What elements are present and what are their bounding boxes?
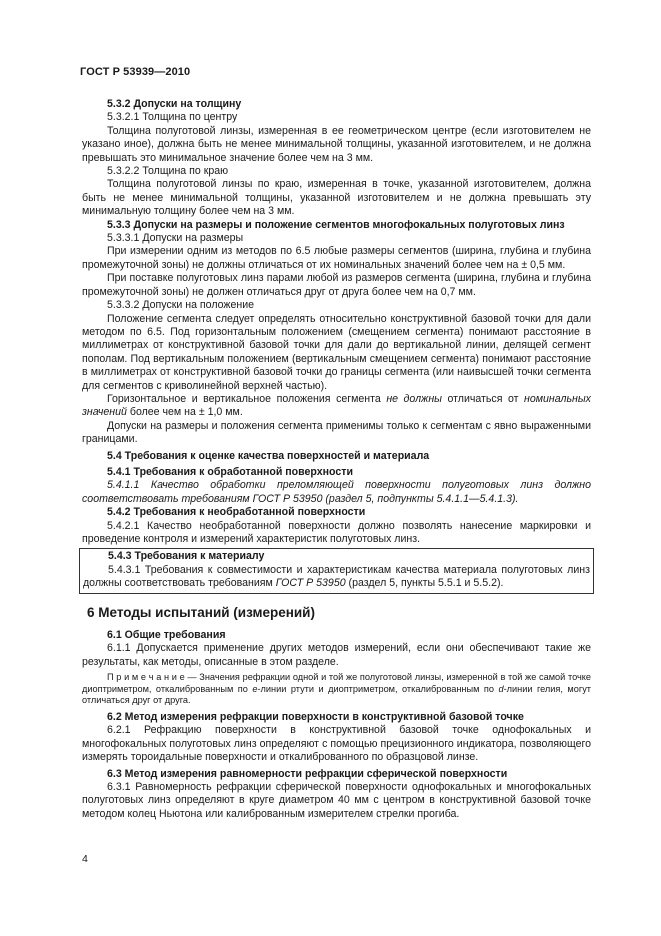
section-5-3-3-1-p2: При поставке полуготовых линз парами любой из размеров сегмента (ширина, глубина и глубина промежуточной зоны) не должен отличаться друг от друга более чем на 0,7 мм. [82, 272, 591, 298]
section-5-3-2-2-title: 5.3.2.2 Толщина по краю [107, 165, 229, 178]
section-5-3-2-1-text: Толщина полуготовой линзы, измеренная в ее геометрическом центре (если изготовителем не указано иное), должна быть не менее минимальной толщины, указанной изготовителем, и не должна превышать это минимальное значение более чем на 3 мм. [82, 124, 591, 164]
note-c: -линии ртути и диоптриметром, откалиброванным по [257, 683, 499, 694]
page-number: 4 [82, 853, 88, 865]
section-6-title: 6 Методы испытаний (измерений) [87, 604, 315, 620]
section-5-4-2-title: 5.4.2 Требования к необработанной поверхности [107, 506, 366, 519]
section-5-4-3-1-text [83, 564, 590, 591]
s543-part-c: (раздел 5, пункты 5.5.1 и 5.5.2). [345, 577, 504, 590]
section-5-3-2-1-title: 5.3.2.1 Толщина по центру [107, 111, 238, 124]
section-5-4-1-1-text: 5.4.1.1 Качество обработки преломляющей поверхности полуготовых линз должно соответствовать требованиям ГОСТ Р 53950 (раздел 5, подпункты 5.4.1.1—5.4.1.3). [82, 479, 591, 505]
note-e: -линии гелия, могут отличаться друг от друга. [82, 683, 591, 706]
section-5-3-3-2-p2 [82, 393, 591, 420]
section-6-3-1-text: 6.3.1 Равномерность рефракции сферической поверхности однофокальных и многофокальных полуготовых линз определяют в круге диаметром 40 мм с центром в конструктивной базовой точке методом колец Ньютона или калиброванным измерителем стрелки прогиба. [82, 781, 591, 820]
p2-part-e: более чем на ± 1,0 мм. [126, 406, 243, 419]
s543-part-b: ГОСТ Р 53950 [275, 577, 346, 590]
section-5-4-3-box [79, 548, 594, 593]
section-5-3-2-2-text: Толщина полуготовой линзы по краю, измеренная в точке, указанной изготовителем, должна быть не менее минимальной толщины, указанной изготовителем и не должна превышать эту минимальную толщину более чем на 3 мм. [82, 178, 591, 218]
note-a: П р и м е ч а н и е — Значения рефракции одной и той же полуготовой линзы, измеренной в той же самой точке диоптриметром, откалиброванным по [82, 672, 591, 694]
section-5-4-2-1-text: 5.4.2.1 Качество необработанной поверхности должно позволять нанесение маркировки и проведение контроля и измерений характеристик полуготовых линз. [82, 519, 591, 545]
document-header: ГОСТ Р 53939—2010 [80, 66, 191, 78]
s543-part-a: 5.4.3.1 Требования к совместимости и характеристикам качества материала полуготовых линз должны соответствовать требованиям [83, 563, 590, 590]
p2-part-a: Горизонтальное и вертикальное положения сегмента [107, 392, 387, 405]
section-5-3-3-2-p1: Положение сегмента следует определять относительно конструктивной базовой точки для дали методом по 6.5. Под горизонтальным положением (смещением сегмента) понимают расстояние в миллиметрах от конструктивной базовой точки для дали до вертикальной линии, делящей сегмент пополам. Под вертикальным положением (вертикальным смещением сегмента) понимают расстояние в миллиметрах от конструктивной базовой точки до границы сегмента (или наивысшей точки сегмента для сегментов с криволинейной верхней частью). [82, 312, 591, 392]
document-body [82, 98, 591, 821]
p2-part-d: номинальных значений [82, 392, 591, 419]
section-5-3-3-title: 5.3.3 Допуски на размеры и положение сегментов многофокальных полуготовых линз [107, 218, 565, 231]
section-5-3-3-2-title: 5.3.3.2 Допуски на положение [107, 299, 255, 312]
section-5-3-2-title: 5.3.2 Допуски на толщину [107, 98, 242, 110]
section-6-2-1-text: 6.2.1 Рефракцию поверхности в конструктивной базовой точке однофокальных и многофокальных полуготовых линз определяют с помощью прецизионного индикатора, позволяющего измерять тороидальные поверхности и откалиброванного по образцовой линзе. [82, 724, 591, 764]
section-6-2-title: 6.2 Метод измерения рефракции поверхности в конструктивной базовой точке [107, 711, 524, 724]
section-5-3-3-1-title: 5.3.3.1 Допуски на размеры [107, 232, 244, 245]
section-5-3-3-1-p1: При измерении одним из методов по 6.5 любые размеры сегментов (ширина, глубина и глубина промежуточной зоны) не должны отличаться от их номинальных значений более чем на ± 0,5 мм. [82, 245, 591, 271]
section-5-4-1-title: 5.4.1 Требования к обработанной поверхности [107, 465, 353, 478]
section-5-4-3-title: 5.4.3 Требования к материалу [108, 550, 265, 563]
section-6-1-title: 6.1 Общие требования [107, 629, 226, 642]
note-b: e [252, 683, 258, 694]
section-5-3-3-2-p3: Допуски на размеры и положения сегмента применимы только к сегментам с явно выраженными границами. [82, 419, 591, 446]
p2-part-c: отличаться от [441, 392, 525, 405]
section-6-3-title: 6.3 Метод измерения равномерности рефракции сферической поверхности [107, 767, 508, 780]
section-6-1-1-text: 6.1.1 Допускается применение других методов измерений, если они обеспечивают такие же результаты, как методы, описанные в этом разделе. [82, 642, 591, 668]
note [82, 672, 591, 707]
section-5-4-title: 5.4 Требования к оценке качества поверхностей и материала [107, 449, 430, 462]
p2-part-b: не должны [386, 392, 442, 405]
note-d: d [498, 683, 504, 694]
